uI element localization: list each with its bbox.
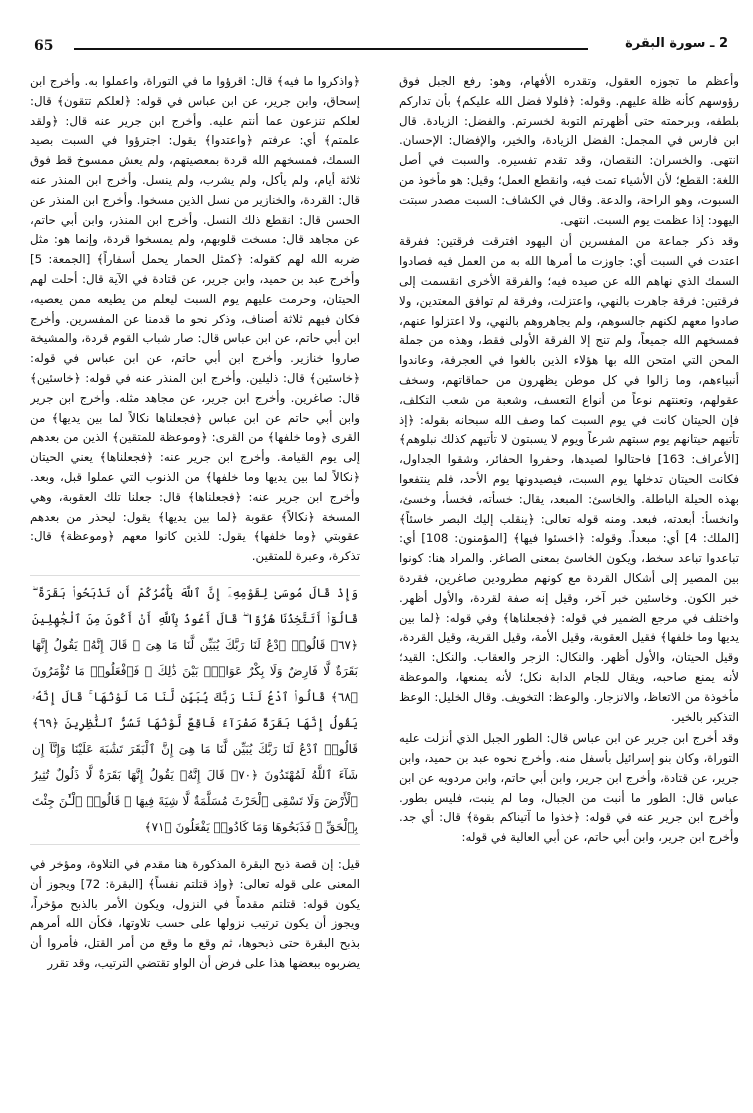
right-column bbox=[399, 72, 739, 1102]
surah-title: 2 ـ سورة البقرة bbox=[625, 36, 728, 51]
paragraph: ﴿واذكروا ما فيه﴾ قال: اقرؤوا ما في التوراة، واعملوا به. وأخرج ابن إسحاق، وابن جرير، عن ابن عباس في قوله: ﴿لعلكم تتقون﴾ قال: لعلكم تنزعون عما أنتم عليه. وأخرج ابن جرير عنه قال: ﴿ولقد علمتم﴾ أي: عرفتم ﴿واعتدوا﴾ يقول: اجترؤوا في السبت بصيد السمك، فمسخهم الله قردة بمعصيتهم، ولم يعش ممسوخ قط فوق ثلاثة أيام، ولم يأكل، ولم يشرب، ولم ينسل. وأخرج ابن المنذر عنه قال: القردة، والخنازير من نسل الذين مسخوا. وأخرج ابن المنذر عن الحسن قال: انقطع ذلك النسل. وأخرج ابن المنذر، وابن أبي حاتم، عن مجاهد قال: مسخت قلوبهم، ولم يمسخوا قردة، وإنما هو: مثل ضربه الله لهم كقوله: ﴿كمثل الحمار يحمل أسفاراً﴾ [الجمعة: 5] وأخرج عبد بن حميد، وابن جرير، عن قتادة في الآية قال: أحلت لهم الحيتان، وحرمت عليهم يوم السبت ليعلم من يطيعه ممن يعصيه، فكان فيهم ثلاثة أصناف، وذكر نحو ما قدمنا عن المفسرين. وأخرج ابن أبي حاتم، عن ابن عباس قال: صار شباب القوم قردة، والمشيخة صاروا خنازير. وأخرج ابن أبي حاتم، عن ابن عباس في قوله: ﴿خاسئين﴾ قال: ذليلين. وأخرج ابن المنذر عنه في قوله: ﴿خاسئين﴾ قال: صاغرين. وأخرج ابن جرير، عن مجاهد مثله. وأخرج ابن جرير وابن أبي حاتم عن ابن عباس ﴿فجعلناها نكالاً لما بين يديها﴾ من القرى ﴿وما خلفها﴾ من القرى: ﴿وموعظة للمتقين﴾ الذين من بعدهم إلى يوم القيامة. وأخرج ابن جرير عنه: ﴿فجعلناها﴾ يعني الحيتان ﴿نكالاً لما بين يديها وما خلفها﴾ من الذنوب التي عملوا قبل، وبعد. وأخرج ابن جرير عنه: ﴿فجعلناها﴾ قال: جعلنا تلك العقوبة، وهي المسخة ﴿نكالاً﴾ عقوبة ﴿لما بين يديها﴾ يقول: ليحذر من بعدهم عقوبتي ﴿وما خلفها﴾ يقول: للذين كانوا معهم ﴿وموعظة﴾ قال: تذكرة، وعبرة للمتقين. bbox=[30, 74, 360, 564]
page-header bbox=[14, 34, 734, 58]
quran-verse-block: وَإِذْ قَالَ مُوسَىٰ لِقَوْمِهِۦٓ إِنَّ ٱللَّهَ يَأْمُرُكُمْ أَن تَذْبَحُوا۟ بَقَرَةً ۖ قَالُوٓا۟ أَتَتَّخِذُنَا هُزُوًا ۖ قَالَ أَعُوذُ بِٱللَّهِ أَنْ أَكُونَ مِنَ ٱلْجَٰهِلِينَ ﴿٦٧﴾ قَالُوا۟ ٱدْعُ لَنَا رَبَّكَ يُبَيِّن لَّنَا مَا هِىَ ۚ قَالَ إِنَّهُۥ يَقُولُ إِنَّهَا بَقَرَةٌ لَّا فَارِضٌ وَلَا بِكْرٌ عَوَانٌۢ بَيْنَ ذَٰلِكَ ۖ فَٱفْعَلُوا۟ مَا تُؤْمَرُونَ ﴿٦٨﴾ قَالُوا۟ ٱدْعُ لَنَا رَبَّكَ يُبَيِّن لَّنَا مَا لَوْنُهَا ۚ قَالَ إِنَّهُۥ يَقُولُ إِنَّهَا بَقَرَةٌ صَفْرَآءُ فَاقِعٌ لَّوْنُهَا تَسُرُّ ٱلنَّٰظِرِينَ ﴿٦٩﴾ قَالُوا۟ ٱدْعُ لَنَا رَبَّكَ يُبَيِّن لَّنَا مَا هِىَ إِنَّ ٱلْبَقَرَ تَشَٰبَهَ عَلَيْنَا وَإِنَّآ إِن شَآءَ ٱللَّهُ لَمُهْتَدُونَ ﴿٧٠﴾ قَالَ إِنَّهُۥ يَقُولُ إِنَّهَا بَقَرَةٌ لَّا ذَلُولٌ تُثِيرُ ٱلْأَرْضَ وَلَا تَسْقِى ٱلْحَرْثَ مُسَلَّمَةٌ لَّا شِيَةَ فِيهَا ۚ قَالُوا۟ ٱلْـَٰٔنَ جِئْتَ بِٱلْحَقِّ ۚ فَذَبَحُوهَا وَمَا كَادُوا۟ يَفْعَلُونَ ﴿٧١﴾ bbox=[30, 575, 360, 845]
paragraph: وقد أخرج ابن جرير عن ابن عباس قال: الطور الجبل الذي أنزلت عليه التوراة، وكان بنو إسرائيل بأسفل منه. وأخرج نحوه عبد بن حميد، وابن جرير، عن قتادة، وأخرج ابن جرير، وابن أبي حاتم، وابن مردويه عن ابن عباس قال: الطور ما أنبت من الجبال، وما لم ينبت، فليس بطور. وأخرج ابن جرير عنه في قوله: ﴿خذوا ما آتيناكم بقوة﴾ قال: أي جد. وأخرج ابن جرير، وابن أبي حاتم، عن أبي العالية في قوله: bbox=[399, 731, 739, 845]
paragraph: وأعظم ما تجوزه العقول، وتقدره الأفهام، وهو: رفع الجبل فوق رؤوسهم كأنه ظلة عليهم. وقوله: ﴿فلولا فضل الله عليكم﴾ بأن تداركم بلطفه، وبرحمته حتى أظهرتم التوبة لخسرتم. والفضل: الزيادة. قال ابن فارس في المجمل: الفضل الزيادة، والخير، والإفضال: الإحسان. انتهى. والخسران: النقصان، وقد تقدم تفسيره. والسبت في أصل اللغة: القطع؛ لأن الأشياء تمت فيه، وانقطع العمل؛ وقيل: هو مأخوذ من السبوت، وهو الراحة، والدعة. وقال في الكشاف: السبت مصدر سبتت اليهود: إذا عظمت يوم السبت. انتهى. bbox=[399, 74, 739, 227]
paragraph: قيل: إن قصة ذبح البقرة المذكورة هنا مقدم في التلاوة، ومؤخر في المعنى على قوله تعالى: ﴿وإذ قتلتم نفساً﴾ [البقرة: 72] ويجوز أن يكون قوله: قتلتم مقدماً في النزول، ويكون الأمر بالذبح مؤخراً، ويجوز أن يكون ترتيب نزولها على حسب تلاوتها، فكأن الله أمرهم بذبح البقرة حتى ذبحوها، ثم وقع ما وقع من أمر القتل، فأمروا أن يضربوه ببعضها هذا على فرض أن الواو تقتضي الترتيب، وقد تقرر bbox=[30, 856, 360, 970]
left-column bbox=[30, 72, 360, 1102]
header-rule bbox=[74, 48, 588, 50]
paragraph: وقد ذكر جماعة من المفسرين أن اليهود افترقت فرقتين: ففرقة اعتدت في السبت أي: جاوزت ما أمرها الله به من العمل فيه فصادوا السمك الذي نهاهم الله عن صيده فيه؛ والفرقة الأخرى انقسمت إلى فرقتين: فرقة جاهرت بالنهي، واعتزلت، وفرقة لم توافق المعتدين، ولا صادوا معهم لكنهم جالسوهم، ولم يجاهروهم بالنهي، ولا اعتزلوا عنهم، فمسخهم الله جميعاً، ولم تنج إلا الفرقة الأولى فقط، وهذه من جملة المحن التي امتحن الله بها هؤلاء الذين بالغوا في العجرفة، وعاندوا أنبياءهم، وما زالوا في كل موطن يظهرون من حماقاتهم، وسخف عقولهم، وتعنتهم نوعاً من أنواع التعسف، وشعبة من شعب التكلف، فإن الحيتان كانت في يوم السبت كما وصف الله سبحانه بقوله: ﴿إذ تأتيهم حيتانهم يوم سبتهم شرعاً ويوم لا يسبتون لا تأتيهم كذلك نبلوهم﴾ [الأعراف: 163] فاحتالوا لصيدها، وحفروا الحفائر، وشقوا الجداول، فكانت الحيتان تدخلها يوم السبت، فيصيدونها يوم الأحد، فلم ينتفعوا بهذه الحيلة الباطلة. والخاسئ: المبعد، يقال: خسأته، فخسأ، وخسئ، وانخسأ: أبعدته، فبعد. ومنه قوله تعالى: ﴿ينقلب إليك البصر خاسئاً﴾ [الملك: 4] أي: مبعداً. وقوله: ﴿اخسئوا فيها﴾ [المؤمنون: 108] أي: تباعدوا تباعد سخط، ويكون الخاسئ بمعنى الصاغر. والمراد هنا: كونوا بين المصير إلى أشكال القردة مع كونهم مطرودين صاغرين، فقردة خبر الكون. وخاسئين خبر آخر، وقيل إنه صفة لقردة، والأول أظهر. واختلف في مرجع الضمير في قوله: ﴿فجعلناها﴾ وفي قوله: ﴿لما بين يديها وما خلفها﴾ فقيل العقوبة، وقيل الأمة، وقيل القرية، وقيل القردة، وقيل الحيتان، والأول أظهر. والنكال: الزجر والعقاب. والنكل: القيد؛ لأنه يمنع صاحبه، ويقال للجام الدابة نكل؛ لأنه يمنعها، والموعظة مأخوذة من الاتعاظ، والانزجار. والوعظ: التخويف. وقال الخليل: الوعظ التذكير بالخير. bbox=[399, 234, 739, 724]
page-number: 65 bbox=[34, 38, 54, 54]
